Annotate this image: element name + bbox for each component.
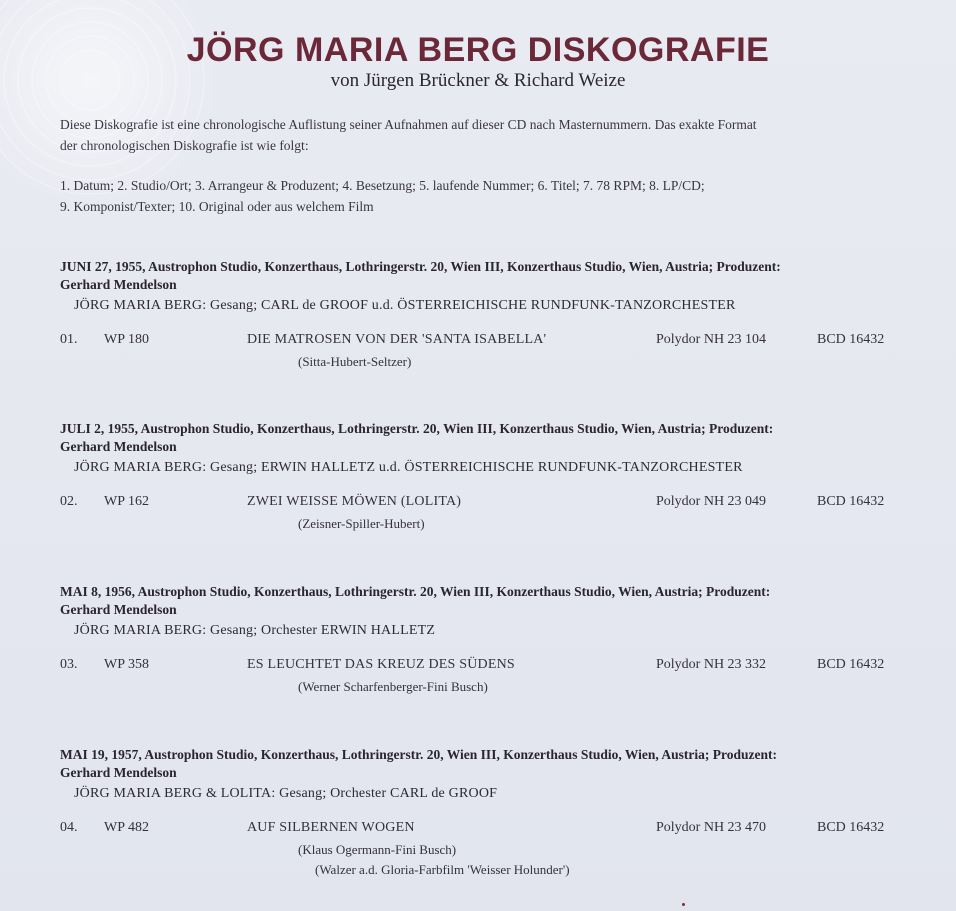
track-title: AUF SILBERNEN WOGEN: [247, 820, 415, 835]
track-row: [60, 494, 930, 554]
session-header-line: JULI 2, 1955, Austrophon Studio, Konzerthaus, Lothringerstr. 20, Wien III, Konzerthaus Studio, Wien, Austria; Produzent:: [60, 421, 774, 436]
intro-line: Diese Diskografie ist eine chronologische Auflistung seiner Aufnahmen auf dieser CD nach Masternummern. Das exakte Format: [60, 117, 757, 132]
print-speck: [682, 903, 685, 906]
track-title: ES LEUCHTET DAS KREUZ DES SÜDENS: [247, 657, 515, 672]
track-composer: (Klaus Ogermann-Fini Busch): [298, 842, 457, 857]
track-lpcd: BCD 16432: [817, 820, 885, 835]
page-subtitle: von Jürgen Brückner & Richard Weize: [330, 70, 626, 91]
intro-line: der chronologischen Diskografie ist wie folgt:: [60, 138, 309, 153]
session-personnel: JÖRG MARIA BERG: Gesang; Orchester ERWIN HALLETZ: [74, 623, 436, 638]
track-title: DIE MATROSEN VON DER 'SANTA ISABELLA': [247, 332, 547, 347]
track-master-number: WP 162: [104, 494, 149, 509]
track-title: ZWEI WEISSE MÖWEN (LOLITA): [247, 494, 462, 509]
session-header: [60, 746, 930, 782]
intro-paragraph: [60, 114, 940, 156]
track-master-number: WP 180: [104, 332, 149, 347]
track-78rpm: Polydor NH 23 104: [656, 332, 767, 347]
session-personnel: JÖRG MARIA BERG: Gesang; CARL de GROOF u.d. ÖSTERREICHISCHE RUNDFUNK-TANZORCHESTER: [74, 298, 736, 313]
track-78rpm: Polydor NH 23 049: [656, 494, 767, 509]
session-header: [60, 583, 930, 619]
session-producer: Gerhard Mendelson: [60, 439, 177, 454]
session-personnel: JÖRG MARIA BERG & LOLITA: Gesang; Orchester CARL de GROOF: [74, 786, 498, 801]
track-number: 02.: [60, 494, 78, 509]
track-film-note: (Walzer a.d. Gloria-Farbfilm 'Weisser Holunder'): [315, 862, 570, 877]
session-header: [60, 258, 930, 294]
session-header: [60, 420, 930, 456]
format-line: 9. Komponist/Texter; 10. Original oder aus welchem Film: [60, 199, 374, 214]
track-number: 03.: [60, 657, 78, 672]
track-row: [60, 657, 930, 717]
track-number: 01.: [60, 332, 78, 347]
session-producer: Gerhard Mendelson: [60, 765, 177, 780]
session-producer: Gerhard Mendelson: [60, 277, 177, 292]
format-line: 1. Datum; 2. Studio/Ort; 3. Arrangeur & Produzent; 4. Besetzung; 5. laufende Nummer; 6. Titel; 7. 78 RPM; 8. LP/CD;: [60, 178, 705, 193]
session-header-line: MAI 8, 1956, Austrophon Studio, Konzerthaus, Lothringerstr. 20, Wien III, Konzerthaus Studio, Wien, Austria; Produzent:: [60, 584, 771, 599]
track-lpcd: BCD 16432: [817, 332, 885, 347]
session-header-line: MAI 19, 1957, Austrophon Studio, Konzerthaus, Lothringerstr. 20, Wien III, Konzerthaus Studio, Wien, Austria; Produzent:: [60, 747, 777, 762]
session-entry: [60, 258, 930, 392]
track-master-number: WP 358: [104, 657, 149, 672]
track-lpcd: BCD 16432: [817, 494, 885, 509]
session-personnel: JÖRG MARIA BERG: Gesang; ERWIN HALLETZ u.d. ÖSTERREICHISCHE RUNDFUNK-TANZORCHESTER: [74, 460, 743, 475]
track-78rpm: Polydor NH 23 332: [656, 657, 767, 672]
track-row: [60, 820, 930, 880]
track-row: [60, 332, 930, 392]
track-composer: (Sitta-Hubert-Seltzer): [298, 354, 412, 369]
format-legend: [60, 175, 940, 217]
track-composer: (Zeisner-Spiller-Hubert): [298, 516, 425, 531]
session-entry: [60, 420, 930, 554]
session-producer: Gerhard Mendelson: [60, 602, 177, 617]
session-entry: [60, 583, 930, 717]
track-lpcd: BCD 16432: [817, 657, 885, 672]
session-header-line: JUNI 27, 1955, Austrophon Studio, Konzerthaus, Lothringerstr. 20, Wien III, Konzerthaus Studio, Wien, Austria; Produzent:: [60, 259, 781, 274]
session-entry: [60, 746, 930, 880]
track-78rpm: Polydor NH 23 470: [656, 820, 767, 835]
track-composer: (Werner Scharfenberger-Fini Busch): [298, 679, 488, 694]
track-number: 04.: [60, 820, 78, 835]
track-master-number: WP 482: [104, 820, 149, 835]
page-title: JÖRG MARIA BERG DISKOGRAFIE: [186, 31, 770, 69]
